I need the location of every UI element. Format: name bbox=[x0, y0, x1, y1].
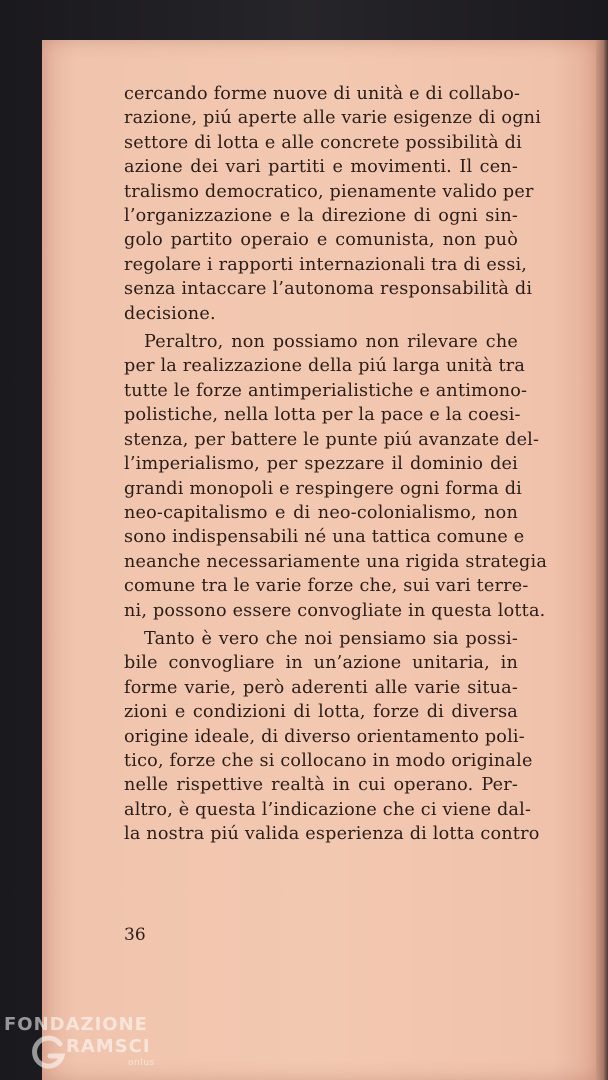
text-line: golo partito operaio e comunista, non può bbox=[124, 230, 518, 251]
watermark-line-2: RAMSCI bbox=[66, 1036, 151, 1057]
text-line: ni, possono essere convogliate in questa lotta. bbox=[124, 600, 546, 621]
text-line: senza intaccare l’autonoma responsabilità di bbox=[124, 279, 533, 300]
text-line: Tanto è vero che noi pensiamo sia possi- bbox=[144, 628, 518, 649]
paragraph bbox=[124, 82, 542, 326]
text-line: forme varie, però aderenti alle varie situa- bbox=[124, 677, 518, 698]
body-text bbox=[124, 82, 548, 847]
text-line: polistiche, nella lotta per la pace e la coesi- bbox=[124, 405, 521, 426]
page-edge bbox=[596, 40, 608, 1080]
text-line: neo-capitalismo e di neo-colonialismo, non bbox=[124, 502, 518, 523]
text-line: comune tra le varie forze che, sui vari terre- bbox=[124, 576, 529, 597]
text-line: altro, è questa l’indicazione che ci viene dal- bbox=[124, 799, 532, 820]
text-line: tutte le forze antimperialistiche e antimono- bbox=[124, 380, 528, 401]
paragraph bbox=[124, 330, 548, 623]
text-line: grandi monopoli e respingere ogni forma di bbox=[124, 478, 523, 499]
watermark-line-1: FONDAZIONE bbox=[4, 1014, 148, 1035]
text-line: zioni e condizioni di lotta, forze di diversa bbox=[124, 702, 518, 723]
watermark-line-3: onlus bbox=[128, 1058, 155, 1068]
gramsci-g-logo-icon bbox=[30, 1034, 68, 1072]
text-line: origine ideale, di diverso orientamento poli- bbox=[124, 726, 525, 747]
text-line: stenza, per battere le punte piú avanzate del- bbox=[124, 429, 540, 450]
text-line: tico, forze che si collocano in modo originale bbox=[124, 750, 533, 771]
text-line: neanche necessariamente una rigida strategia bbox=[124, 551, 548, 572]
text-line: Peraltro, non possiamo non rilevare che bbox=[144, 332, 518, 353]
text-line: sono indispensabili né una tattica comune e bbox=[124, 527, 525, 548]
text-line: settore di lotta e alle concrete possibilità di bbox=[124, 132, 522, 153]
watermark-logo bbox=[4, 1012, 174, 1078]
text-line: tralismo democratico, pienamente valido per bbox=[124, 181, 534, 202]
page-number: 36 bbox=[124, 925, 146, 945]
paragraph bbox=[124, 627, 540, 847]
text-line: decisione. bbox=[124, 303, 216, 324]
text-line: l’organizzazione e la direzione di ogni sin- bbox=[124, 206, 518, 227]
text-line: la nostra piú valida esperienza di lotta contro bbox=[124, 824, 540, 845]
text-line: azione dei vari partiti e movimenti. Il cen- bbox=[124, 157, 518, 178]
text-line: l’imperialismo, per spezzare il dominio dei bbox=[124, 454, 518, 475]
text-line: regolare i rapporti internazionali tra di essi, bbox=[124, 254, 528, 275]
text-line: razione, piú aperte alle varie esigenze di ogni bbox=[124, 108, 542, 129]
text-line: per la realizzazione della piú larga unità tra bbox=[124, 356, 526, 377]
text-line: bile convogliare in un’azione unitaria, in bbox=[124, 653, 518, 674]
text-line: cercando forme nuove di unità e di collabo- bbox=[124, 84, 521, 104]
text-line: nelle rispettive realtà in cui operano. Per- bbox=[124, 775, 518, 796]
